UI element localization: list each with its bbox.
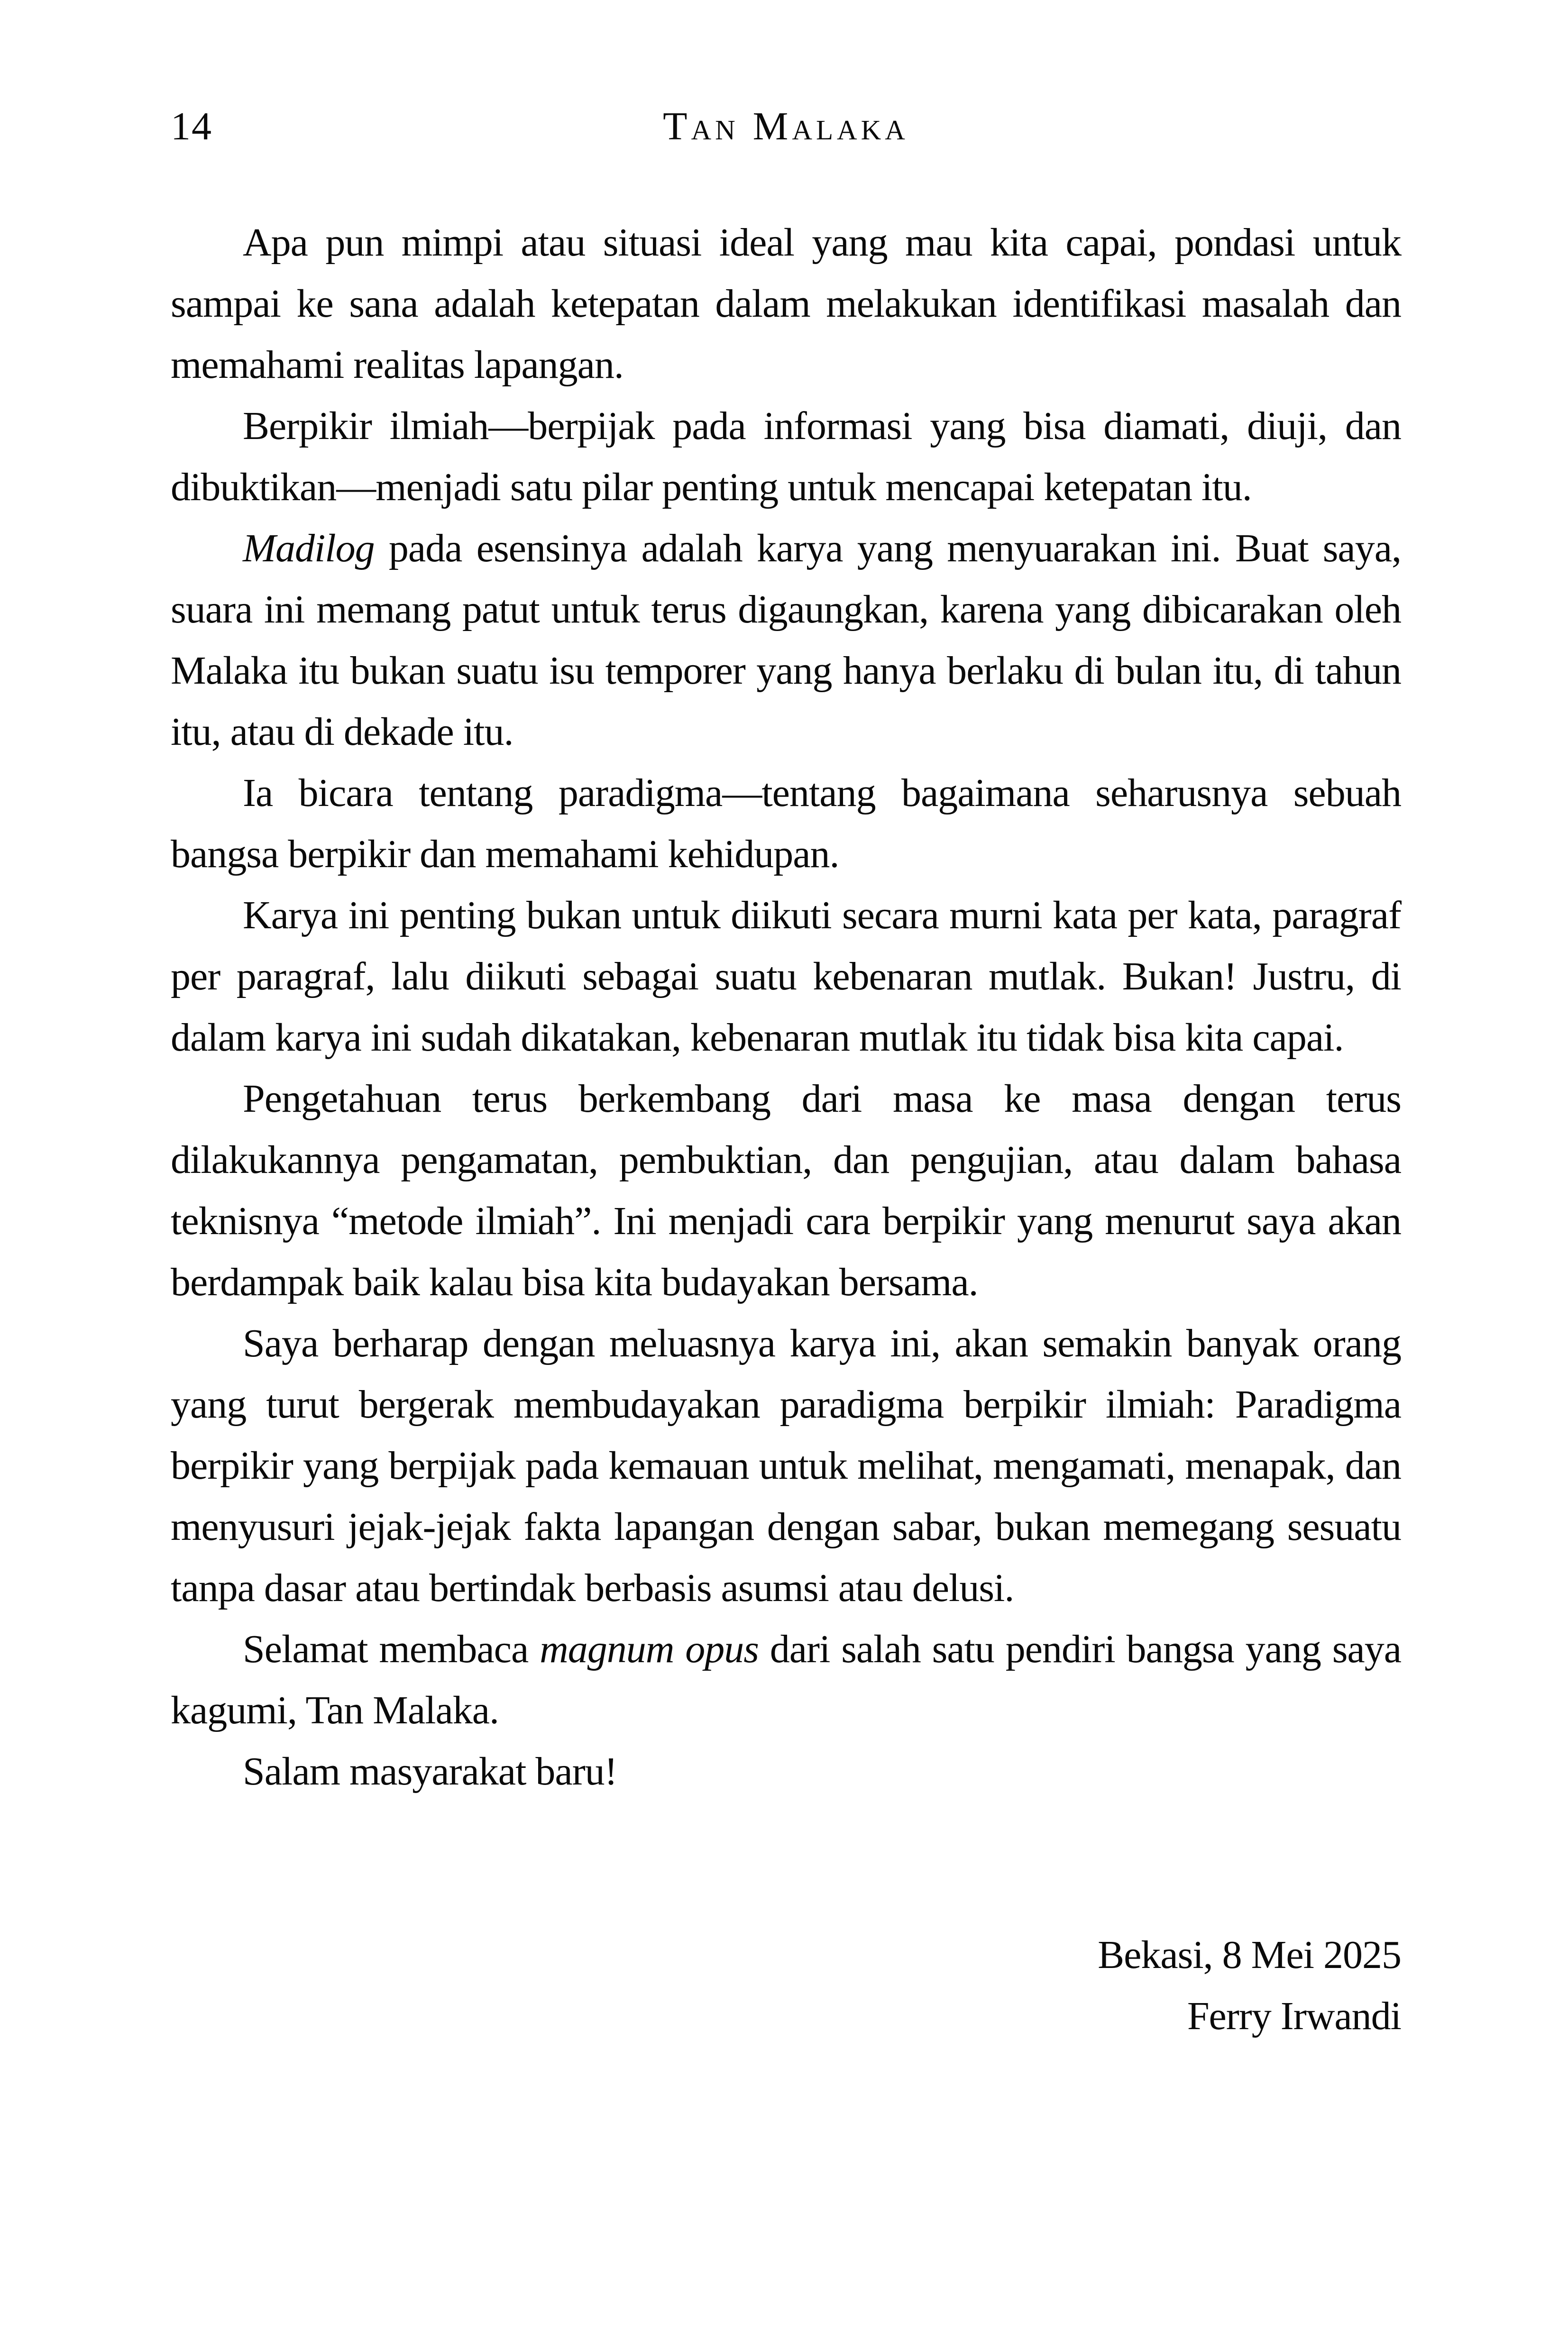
signoff-author: Ferry Irwandi [1187,1994,1401,2038]
paragraph [171,518,1401,762]
text-run: Selamat membaca [243,1627,540,1671]
body-text [171,212,1401,1802]
text-run: Apa pun mimpi atau situasi ideal yang mau kita capai, pondasi untuk sampai ke sana adalah ketepatan dalam melakukan identifikasi masalah dan memahami realitas lapangan. [171,220,1401,387]
paragraph [171,1313,1401,1619]
paragraph [171,1741,1401,1802]
italic-text-run: Madilog [243,526,375,570]
paragraph [171,762,1401,885]
paragraph [171,885,1401,1068]
text-run: Karya ini penting bukan untuk diikuti secara murni kata per kata, paragraf per paragraf, lalu diikuti sebagai suatu kebenaran mutlak. Bukan! Justru, di dalam karya ini sudah dikatakan, kebenaran mutlak itu tidak bisa kita capai. [171,893,1401,1060]
paragraph [171,212,1401,395]
text-run: Berpikir ilmiah—berpijak pada informasi yang bisa diamati, diuji, dan dibuktikan—menjadi satu pilar penting untuk mencapai ketepatan itu. [171,404,1401,509]
text-run: Salam masyarakat baru! [243,1749,617,1794]
text-run: pada esensinya adalah karya yang menyuarakan ini. Buat saya, suara ini memang patut untuk terus digaungkan, karena yang dibicarakan oleh Malaka itu bukan suatu isu temporer yang hanya berlaku di bulan itu, di tahun itu, atau di dekade itu. [171,526,1401,754]
paragraph [171,1619,1401,1741]
text-run: dari salah satu pendiri bangsa yang saya kagumi, Tan Malaka. [171,1627,1401,1732]
italic-text-run: magnum opus [540,1627,759,1671]
page-number: 14 [171,104,212,148]
signoff-place-date: Bekasi, 8 Mei 2025 [1098,1933,1401,1977]
running-title: Tan Malaka [663,104,909,148]
text-run: Ia bicara tentang paradigma—tentang bagaimana seharusnya sebuah bangsa berpikir dan memahami kehidupan. [171,771,1401,876]
text-run: Pengetahuan terus berkembang dari masa ke masa dengan terus dilakukannya pengamatan, pembuktian, dan pengujian, atau dalam bahasa teknisnya “metode ilmiah”. Ini menjadi cara berpikir yang menurut saya akan berdampak baik kalau bisa kita budayakan bersama. [171,1077,1401,1304]
paragraph [171,1068,1401,1313]
signoff [1098,1924,1401,2047]
paragraph [171,395,1401,518]
text-run: Saya berharap dengan meluasnya karya ini, akan semakin banyak orang yang turut bergerak membudayakan paradigma berpikir ilmiah: Paradigma berpikir yang berpijak pada kemauan untuk melihat, mengamati, menapak, dan menyusuri jejak-jejak fakta lapangan dengan sabar, bukan memegang sesuatu tanpa dasar atau bertindak berbasis asumsi atau delusi. [171,1321,1401,1610]
page-header [171,101,1401,157]
